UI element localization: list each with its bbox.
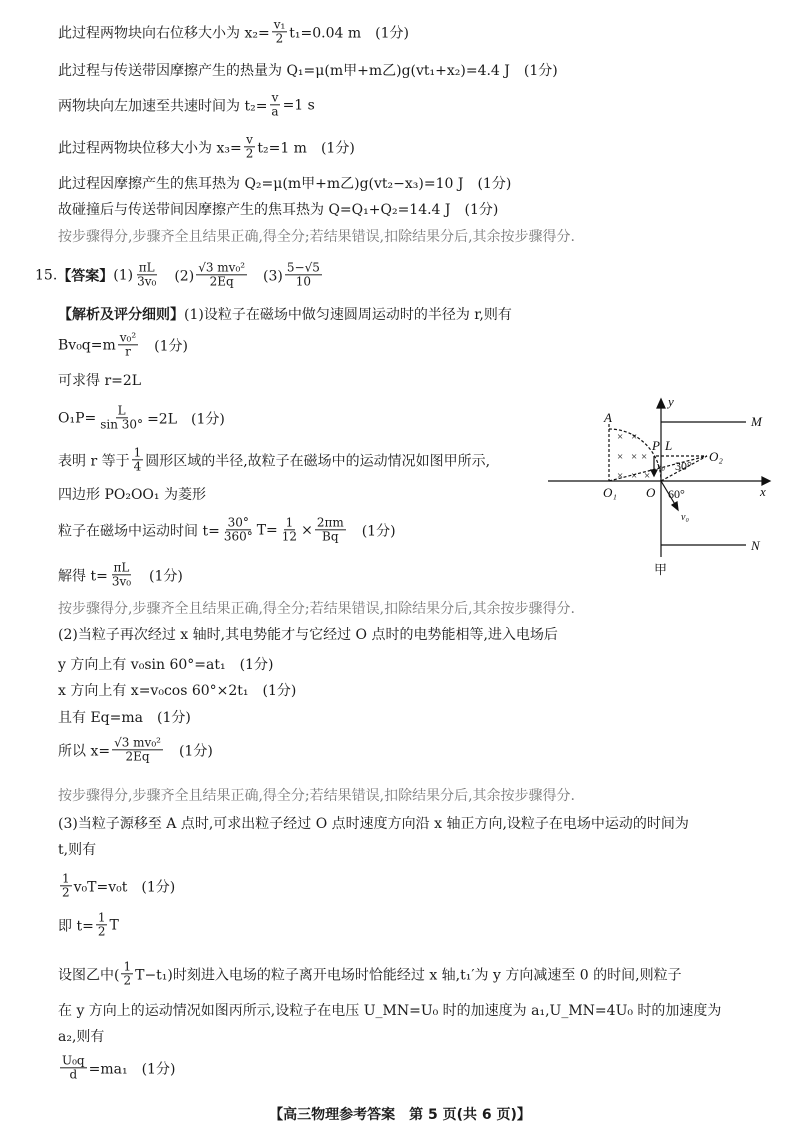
text-span: 且有 Eq=ma (1分) — [58, 710, 191, 726]
text-line — [58, 707, 191, 727]
fraction-numerator: 1 — [123, 959, 132, 974]
text-line — [58, 173, 511, 193]
fraction — [135, 261, 158, 288]
fraction-numerator: 1 — [62, 871, 70, 886]
text-line — [58, 484, 206, 504]
fraction-denominator: 2Eq — [209, 274, 234, 289]
field-marks — [617, 431, 650, 482]
text-span: 在 y 方向上的运动情况如图丙所示,设粒子在电压 U_MN=U₀ 时的加速度为 a₁,U_MN=4U₀ 时的加速度为 — [58, 1003, 722, 1019]
fraction-numerator: 30° — [227, 515, 249, 530]
text-span: 所以 x= — [58, 743, 111, 759]
fraction-numerator: πL — [138, 260, 155, 275]
fraction — [96, 911, 108, 938]
text-span: t₂=1 m (1分) — [257, 140, 355, 156]
text-span: t,则有 — [58, 842, 97, 858]
field-cross-mark: × — [617, 451, 624, 463]
label-o2: O₂ — [709, 449, 723, 464]
fraction-denominator: a — [271, 104, 279, 119]
label-m: M — [751, 414, 762, 429]
label-o: O — [646, 485, 656, 500]
text-span: O₁P= — [58, 410, 97, 426]
text-line — [58, 1026, 104, 1046]
text-line — [58, 60, 558, 80]
fraction-denominator: d — [69, 1067, 78, 1082]
text-span: (1分) — [140, 338, 189, 354]
text-span: 此过程两物块向右位移大小为 x₂= — [58, 25, 270, 41]
fraction-denominator: 2 — [62, 885, 70, 900]
fraction-numerator: 1 — [285, 515, 294, 530]
text-span: t₁=0.04 m (1分) — [289, 25, 409, 41]
text-span: x 方向上有 x=v₀cos 60°×2t₁ (1分) — [58, 683, 297, 699]
text-line — [58, 1000, 721, 1020]
arrow-o-icon — [672, 502, 678, 510]
text-span: (1分) — [135, 568, 183, 584]
text-line — [58, 226, 575, 246]
text-line — [58, 91, 315, 118]
text-line — [58, 960, 682, 987]
section-heading: 【答案】 — [57, 268, 114, 284]
text-span: T= — [256, 522, 278, 538]
text-span: 15. — [35, 267, 58, 283]
fraction — [315, 516, 346, 543]
text-span: (3)当粒子源移至 A 点时,可求出粒子经过 O 点时速度方向沿 x 轴正方向,设粒子在电场中运动的时间为 — [58, 816, 689, 832]
text-span: 故碰撞后与传送带间因摩擦产生的焦耳热为 Q=Q₁+Q₂=14.4 J (1分) — [58, 202, 499, 218]
text-span: 两物块向左加速至共速时间为 t₂= — [58, 98, 268, 114]
fraction — [112, 736, 163, 763]
fraction — [196, 261, 247, 288]
text-span: 解得 t= — [58, 568, 108, 584]
fraction-numerator: 1 — [133, 445, 142, 460]
text-line — [58, 331, 188, 358]
fraction-denominator: 2 — [245, 146, 254, 161]
fraction-numerator: √3 mv₀² — [114, 735, 161, 750]
fraction-denominator: 2 — [97, 924, 106, 939]
text-line — [58, 785, 575, 805]
text-line — [58, 911, 119, 938]
field-cross-mark: × — [617, 470, 624, 482]
label-o1: O₁ — [603, 485, 617, 500]
text-span: (1) — [113, 267, 134, 283]
text-span: (1)设粒子在磁场中做匀速圆周运动时的半径为 r,则有 — [184, 307, 512, 323]
label-y: y — [668, 394, 674, 409]
fraction-numerator: √3 mv₀² — [198, 260, 246, 275]
fraction-numerator: v — [246, 132, 253, 147]
y-axis-arrow-icon — [657, 399, 665, 408]
text-span: a₂,则有 — [58, 1029, 105, 1045]
fraction — [272, 18, 288, 45]
fraction — [280, 516, 299, 543]
text-span: 按步骤得分,步骤齐全且结果正确,得全分;若结果错误,扣除结果分后,其余按步骤得分. — [58, 788, 575, 804]
text-span: 可求得 r=2L — [58, 373, 142, 389]
fraction-numerator: 5−√5 — [286, 260, 320, 275]
field-cross-mark: × — [631, 451, 638, 463]
text-span: =1 s — [282, 97, 315, 113]
text-span: 此过程因摩擦产生的焦耳热为 Q₂=μ(m甲+m乙)g(vt₂−x₃)=10 J (1分) — [58, 176, 512, 192]
text-span: 此过程两物块位移大小为 x₃= — [58, 140, 242, 156]
fraction-denominator: 2 — [275, 31, 284, 46]
fraction — [222, 516, 255, 543]
text-line — [58, 736, 213, 763]
text-line — [58, 446, 490, 473]
label-n: N — [751, 538, 760, 553]
fraction — [244, 133, 256, 160]
fraction-numerator: L — [117, 403, 126, 418]
fraction — [118, 331, 138, 358]
figure-caption: 甲 — [654, 562, 668, 577]
text-span: 粒子在磁场中运动时间 t= — [58, 523, 220, 539]
fraction — [121, 960, 133, 987]
text-line — [58, 1054, 175, 1081]
text-line — [58, 18, 409, 45]
fraction-denominator: 2 — [123, 973, 132, 988]
label-a: A — [604, 410, 612, 425]
text-line — [58, 624, 558, 644]
text-line — [58, 133, 355, 160]
text-line — [58, 199, 498, 219]
text-span: y 方向上有 v₀sin 60°=at₁ (1分) — [58, 657, 274, 673]
text-line — [58, 561, 183, 588]
text-span: Bv₀q=m — [58, 337, 116, 353]
fraction-denominator: sin 30° — [100, 417, 144, 432]
text-line — [58, 872, 175, 899]
text-line — [58, 813, 689, 833]
text-span: 四边形 PO₂OO₁ 为菱形 — [58, 487, 206, 503]
fraction-numerator: v₀² — [119, 330, 137, 345]
fraction — [132, 446, 144, 473]
field-cross-mark: × — [641, 451, 648, 463]
text-line — [58, 404, 225, 431]
fraction — [60, 872, 72, 899]
fraction — [98, 404, 145, 431]
text-span: T−t₁)时刻进入电场的粒子离开电场时恰能经过 x 轴,t₁′为 y 方向减速至 0 的时间,则粒子 — [135, 967, 682, 983]
text-span: 按步骤得分,步骤齐全且结果正确,得全分;若结果错误,扣除结果分后,其余按步骤得分. — [58, 229, 575, 245]
field-cross-mark: × — [631, 431, 638, 443]
fraction — [60, 1054, 87, 1081]
fraction — [285, 261, 322, 288]
fraction-denominator: 3v₀ — [111, 574, 132, 589]
field-cross-mark: × — [631, 470, 638, 482]
page-footer: 【高三物理参考答案 第 5 页(共 6 页)】 — [269, 1107, 531, 1123]
fraction-denominator: 360° — [223, 529, 253, 544]
label-p: P — [652, 438, 660, 453]
label-60deg: 60° — [668, 487, 685, 501]
text-span: × — [301, 522, 313, 538]
text-line — [58, 516, 396, 543]
fraction-denominator: 4 — [133, 459, 142, 474]
text-line — [58, 680, 296, 700]
text-line — [58, 839, 96, 859]
text-span: =2L (1分) — [147, 411, 225, 427]
label-v0-o: v₀ — [681, 512, 689, 523]
fraction-numerator: U₀q — [62, 1053, 85, 1068]
text-span: 表明 r 等于 — [58, 453, 130, 469]
section-heading: 【解析及评分细则】 — [58, 307, 184, 323]
fraction-denominator: Bq — [322, 529, 339, 544]
label-l: L — [665, 438, 673, 453]
field-cross-mark: × — [644, 470, 651, 482]
text-span: v₀T=v₀t (1分) — [73, 879, 176, 895]
text-span: 圆形区域的半径,故粒子在磁场中的运动情况如图甲所示, — [145, 453, 491, 469]
fraction-denominator: 12 — [281, 529, 298, 544]
fraction-numerator: v₁ — [273, 17, 286, 32]
fraction-denominator: r — [125, 344, 131, 359]
text-line — [58, 304, 512, 324]
text-span: 设图乙中( — [58, 967, 120, 983]
text-span: T — [109, 917, 119, 933]
fraction-numerator: πL — [113, 560, 130, 575]
fraction-denominator: 3v₀ — [137, 274, 157, 289]
label-30deg: 30° — [675, 459, 692, 473]
text-span: (2)当粒子再次经过 x 轴时,其电势能才与它经过 O 点时的电势能相等,进入电场后 — [58, 627, 558, 643]
text-span: (1分) — [347, 523, 396, 539]
text-span: (1分) — [164, 743, 213, 759]
label-x: x — [760, 484, 766, 499]
fraction-denominator: 2Eq — [125, 749, 150, 764]
text-span: =ma₁ (1分) — [88, 1061, 176, 1077]
fraction-numerator: 2πm — [316, 515, 344, 530]
fraction-numerator: 1 — [97, 910, 106, 925]
text-line — [58, 370, 141, 390]
field-cross-mark: × — [617, 431, 624, 443]
text-line — [58, 598, 575, 618]
figure-jia — [540, 390, 780, 580]
fraction — [110, 561, 133, 588]
text-line — [35, 261, 324, 288]
fraction-numerator: v — [271, 90, 279, 105]
text-line — [58, 654, 273, 674]
fraction-denominator: 10 — [295, 274, 312, 289]
text-span: (3) — [249, 268, 283, 284]
fraction — [269, 91, 280, 118]
text-span: (2) — [160, 268, 195, 284]
label-v0-p: v₀ — [657, 461, 665, 472]
text-span: 即 t= — [58, 918, 94, 934]
text-span: 此过程与传送带因摩擦产生的热量为 Q₁=μ(m甲+m乙)g(vt₁+x₂)=4.4 J (1分) — [58, 63, 558, 79]
text-span: 按步骤得分,步骤齐全且结果正确,得全分;若结果错误,扣除结果分后,其余按步骤得分. — [58, 601, 575, 617]
